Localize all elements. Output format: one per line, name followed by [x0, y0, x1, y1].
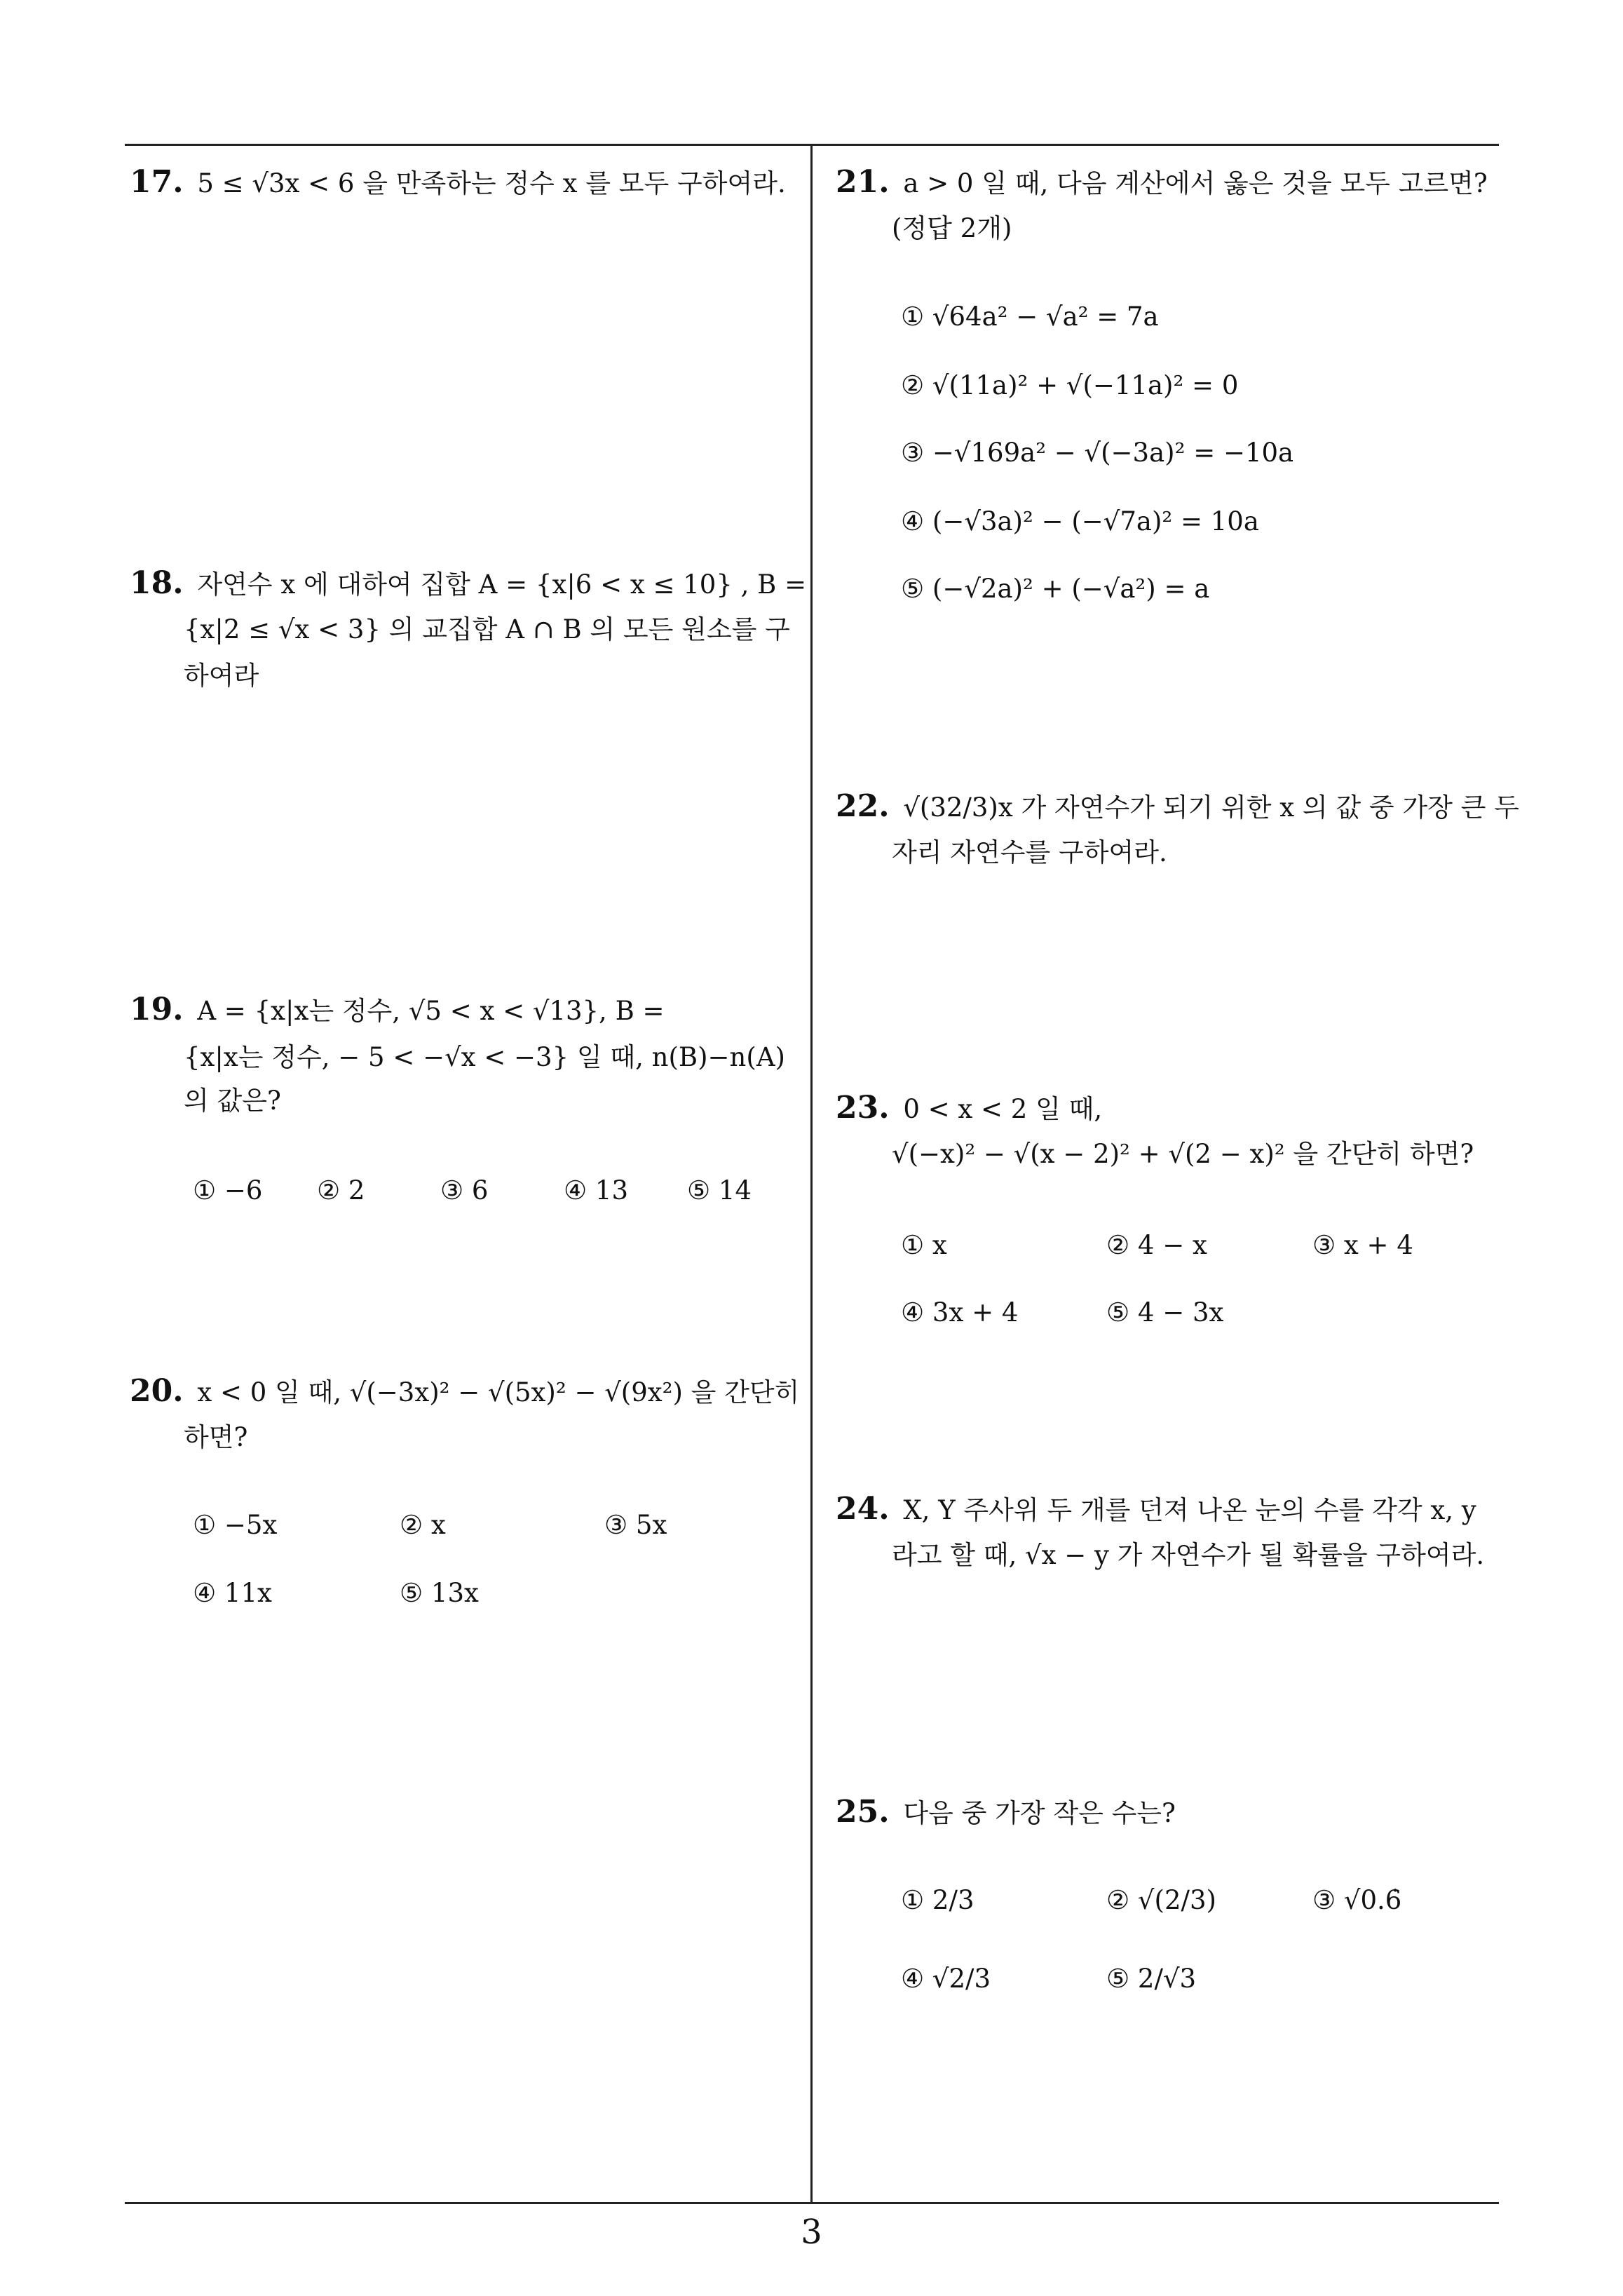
question-text-line2: {x|x는 정수, − 5 < −√x < −3} 일 때, n(B)−n(A) [184, 1042, 785, 1072]
question-21 [836, 160, 1488, 206]
question-23 [836, 1086, 1102, 1132]
option-4[interactable]: ④ 3x + 4 [901, 1297, 1019, 1328]
question-text-line1: x < 0 일 때, √(−3x)² − √(5x)² − √(9x²) 을 간단히 [197, 1377, 800, 1407]
question-25 [836, 1790, 1176, 1836]
option-5[interactable]: ⑤ 14 [687, 1175, 752, 1206]
question-number: 24. [836, 1491, 890, 1527]
option-5[interactable]: ⑤ 2/√3 [1106, 1964, 1197, 1994]
question-text-line2: 자리 자연수를 구하여라. [892, 837, 1167, 867]
option-5[interactable]: ⑤ 13x [400, 1578, 479, 1608]
option-1[interactable]: ① −5x [193, 1510, 278, 1540]
option-3[interactable]: ③ √0.6̇ [1312, 1885, 1402, 1915]
page-number: 3 [801, 2213, 822, 2252]
option-2[interactable]: ② √(2/3) [1106, 1885, 1216, 1915]
option-4[interactable]: ④ √2/3 [901, 1964, 991, 1994]
question-text-line1: 0 < x < 2 일 때, [903, 1094, 1103, 1124]
option-4[interactable]: ④ 11x [193, 1578, 272, 1608]
option-2[interactable]: ② √(11a)² + √(−11a)² = 0 [901, 370, 1239, 400]
question-text-line1: X, Y 주사위 두 개를 던져 나온 눈의 수를 각각 x, y [903, 1495, 1476, 1525]
option-1[interactable]: ① 2/3 [901, 1885, 975, 1915]
question-number: 19. [130, 992, 184, 1027]
option-1[interactable]: ① −6 [193, 1175, 263, 1206]
question-text-line1: 다음 중 가장 작은 수는? [903, 1798, 1176, 1828]
question-text-line1: A = {x|x는 정수, √5 < x < √13}, B = [197, 996, 665, 1026]
question-24 [836, 1487, 1476, 1533]
question-number: 18. [130, 565, 184, 601]
question-text-line3: 하여라 [184, 661, 259, 691]
option-1[interactable]: ① √64a² − √a² = 7a [901, 302, 1159, 332]
option-2[interactable]: ② 2 [317, 1175, 365, 1206]
question-text-line1: a > 0 일 때, 다음 계산에서 옳은 것을 모두 고르면? [903, 168, 1488, 198]
question-text-line2: {x|2 ≤ √x < 3} 의 교집합 A ∩ B 의 모든 원소를 구 [184, 614, 790, 644]
question-number: 22. [836, 788, 890, 824]
option-3[interactable]: ③ −√169a² − √(−3a)² = −10a [901, 438, 1294, 468]
question-22 [836, 784, 1519, 830]
question-text-line1: 자연수 x 에 대하여 집합 A = {x|6 < x ≤ 10} , B = [197, 569, 807, 600]
option-4[interactable]: ④ (−√3a)² − (−√7a)² = 10a [901, 506, 1259, 536]
option-4[interactable]: ④ 13 [564, 1175, 629, 1206]
question-text-line3: 의 값은? [184, 1086, 281, 1116]
question-number: 21. [836, 164, 890, 200]
question-text-line2: 하면? [184, 1422, 248, 1452]
option-2[interactable]: ② x [400, 1510, 446, 1540]
bottom-rule [125, 2202, 1499, 2204]
option-2[interactable]: ② 4 − x [1106, 1230, 1207, 1260]
question-number: 25. [836, 1794, 890, 1830]
option-3[interactable]: ③ 6 [440, 1175, 489, 1206]
question-18 [130, 561, 806, 607]
option-3[interactable]: ③ x + 4 [1312, 1230, 1413, 1260]
question-number: 23. [836, 1090, 890, 1126]
question-number: 17. [130, 164, 184, 200]
question-20 [130, 1369, 799, 1415]
option-5[interactable]: ⑤ (−√2a)² + (−√a²) = a [901, 574, 1210, 604]
option-1[interactable]: ① x [901, 1230, 947, 1260]
question-text-line2: 라고 할 때, √x − y 가 자연수가 될 확률을 구하여라. [892, 1540, 1485, 1570]
question-number: 20. [130, 1373, 184, 1409]
column-divider [810, 144, 813, 2203]
question-19 [130, 987, 665, 1034]
option-5[interactable]: ⑤ 4 − 3x [1106, 1297, 1224, 1328]
question-text: 5 ≤ √3x < 6 을 만족하는 정수 x 를 모두 구하여라. [197, 168, 786, 198]
question-17 [130, 160, 786, 206]
question-text-line1: √(32/3)x 가 자연수가 되기 위한 x 의 값 중 가장 큰 두 [903, 792, 1519, 823]
question-text-line2: √(−x)² − √(x − 2)² + √(2 − x)² 을 간단히 하면? [892, 1139, 1474, 1169]
question-text-line2: (정답 2개) [892, 213, 1012, 243]
option-3[interactable]: ③ 5x [604, 1510, 667, 1540]
